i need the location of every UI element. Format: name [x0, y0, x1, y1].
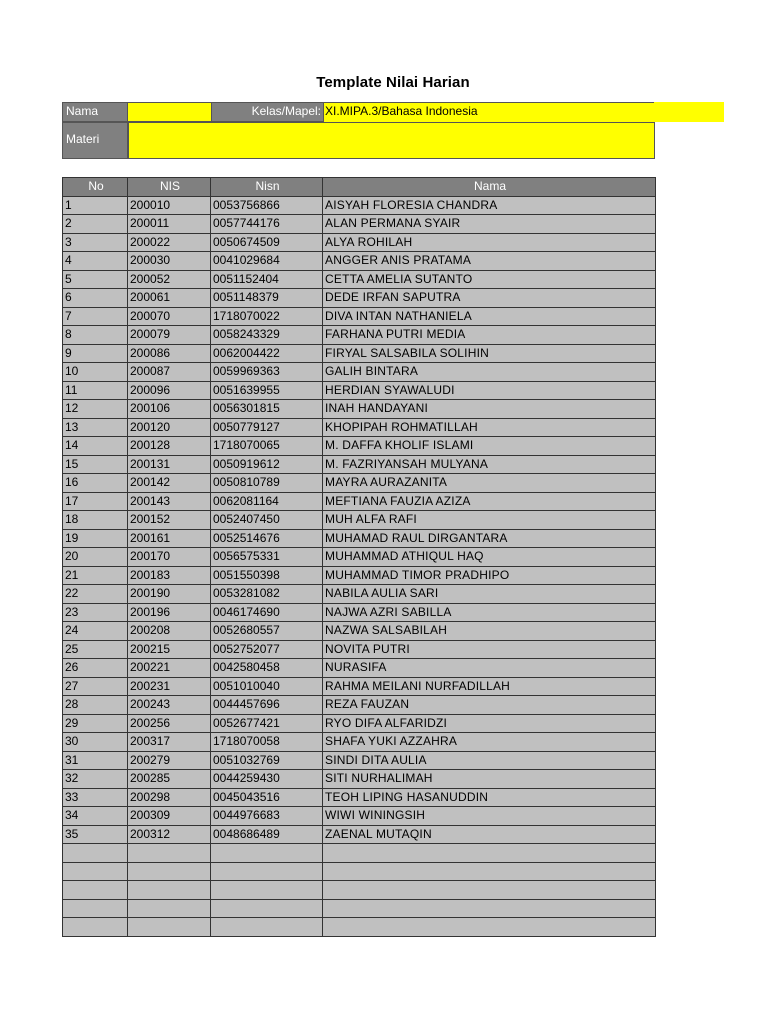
cell-no[interactable]: 31	[63, 751, 128, 770]
table-row	[63, 363, 656, 382]
table-header-row	[63, 178, 656, 197]
cell-nama[interactable]	[323, 844, 656, 863]
cell-no[interactable]: 30	[63, 733, 128, 752]
cell-nisn[interactable]: 0052514676	[211, 529, 323, 548]
nama-label: Nama	[62, 102, 128, 122]
cell-nisn[interactable]: 0051639955	[211, 381, 323, 400]
table-row	[63, 844, 656, 863]
cell-nis[interactable]	[128, 881, 211, 900]
cell-nama[interactable]: KHOPIPAH ROHMATILLAH	[323, 418, 656, 437]
cell-nis[interactable]: 200022	[128, 233, 211, 252]
table-row	[63, 881, 656, 900]
cell-nisn[interactable]	[211, 844, 323, 863]
cell-nis[interactable]: 200106	[128, 400, 211, 419]
table-row	[63, 677, 656, 696]
cell-nisn[interactable]: 0062081164	[211, 492, 323, 511]
cell-no[interactable]	[63, 844, 128, 863]
cell-nama[interactable]: NAZWA SALSABILAH	[323, 622, 656, 641]
cell-nisn[interactable]: 0052752077	[211, 640, 323, 659]
cell-nis[interactable]: 200120	[128, 418, 211, 437]
cell-nis[interactable]	[128, 844, 211, 863]
cell-nisn[interactable]: 0048686489	[211, 825, 323, 844]
materi-label: Materi	[62, 122, 128, 159]
cell-no[interactable]	[63, 918, 128, 937]
cell-nisn[interactable]: 0051148379	[211, 289, 323, 308]
cell-nis[interactable]: 200243	[128, 696, 211, 715]
table-row	[63, 437, 656, 456]
table-row	[63, 511, 656, 530]
table-row	[63, 400, 656, 419]
cell-no[interactable]: 15	[63, 455, 128, 474]
column-header-nama: Nama	[323, 178, 656, 197]
cell-nama[interactable]: CETTA AMELIA SUTANTO	[323, 270, 656, 289]
cell-no[interactable]: 8	[63, 326, 128, 345]
table-row	[63, 233, 656, 252]
cell-no[interactable]: 26	[63, 659, 128, 678]
table-row	[63, 455, 656, 474]
cell-nisn[interactable]: 1718070058	[211, 733, 323, 752]
materi-field[interactable]	[128, 122, 655, 159]
table-row	[63, 474, 656, 493]
cell-nis[interactable]: 200256	[128, 714, 211, 733]
cell-nis[interactable]: 200317	[128, 733, 211, 752]
cell-nisn[interactable]: 0056301815	[211, 400, 323, 419]
yellow-overflow-cell	[654, 102, 724, 121]
cell-nis[interactable]: 200309	[128, 807, 211, 826]
cell-nama[interactable]: TEOH LIPING HASANUDDIN	[323, 788, 656, 807]
cell-no[interactable]: 25	[63, 640, 128, 659]
table-row	[63, 603, 656, 622]
cell-no[interactable]: 32	[63, 770, 128, 789]
cell-nama[interactable]	[323, 862, 656, 881]
cell-nama[interactable]: M. FAZRIYANSAH MULYANA	[323, 455, 656, 474]
cell-nama[interactable]: NOVITA PUTRI	[323, 640, 656, 659]
cell-nis[interactable]: 200221	[128, 659, 211, 678]
cell-nis[interactable]	[128, 862, 211, 881]
cell-nisn[interactable]: 0053281082	[211, 585, 323, 604]
cell-nisn[interactable]: 0050810789	[211, 474, 323, 493]
cell-nama[interactable]: NURASIFA	[323, 659, 656, 678]
table-row	[63, 918, 656, 937]
cell-nisn[interactable]: 0042580458	[211, 659, 323, 678]
cell-nisn[interactable]: 0051550398	[211, 566, 323, 585]
cell-nama[interactable]: SITI NURHALIMAH	[323, 770, 656, 789]
table-row	[63, 807, 656, 826]
cell-nama[interactable]: GALIH BINTARA	[323, 363, 656, 382]
cell-nisn[interactable]: 0045043516	[211, 788, 323, 807]
cell-nis[interactable]: 200061	[128, 289, 211, 308]
cell-nisn[interactable]: 0052677421	[211, 714, 323, 733]
cell-nama[interactable]: MEFTIANA FAUZIA AZIZA	[323, 492, 656, 511]
table-row	[63, 529, 656, 548]
cell-nama[interactable]	[323, 899, 656, 918]
cell-no[interactable]: 23	[63, 603, 128, 622]
cell-nisn[interactable]: 0052680557	[211, 622, 323, 641]
cell-nama[interactable]: ANGGER ANIS PRATAMA	[323, 252, 656, 271]
cell-nama[interactable]: FIRYAL SALSABILA SOLIHIN	[323, 344, 656, 363]
cell-no[interactable]: 4	[63, 252, 128, 271]
cell-nisn[interactable]: 0050919612	[211, 455, 323, 474]
table-row	[63, 196, 656, 215]
table-row	[63, 548, 656, 567]
table-row	[63, 215, 656, 234]
cell-no[interactable]	[63, 862, 128, 881]
cell-nama[interactable]: ALAN PERMANA SYAIR	[323, 215, 656, 234]
cell-no[interactable]: 6	[63, 289, 128, 308]
cell-no[interactable]: 12	[63, 400, 128, 419]
table-row	[63, 714, 656, 733]
cell-nis[interactable]: 200131	[128, 455, 211, 474]
cell-nisn[interactable]: 0046174690	[211, 603, 323, 622]
column-header-nis: NIS	[128, 178, 211, 197]
cell-nisn[interactable]: 0041029684	[211, 252, 323, 271]
cell-nisn[interactable]: 1718070065	[211, 437, 323, 456]
cell-nama[interactable]: ZAENAL MUTAQIN	[323, 825, 656, 844]
cell-nis[interactable]: 200215	[128, 640, 211, 659]
cell-nama[interactable]: RAHMA MEILANI NURFADILLAH	[323, 677, 656, 696]
cell-no[interactable]: 5	[63, 270, 128, 289]
cell-nama[interactable]: DIVA INTAN NATHANIELA	[323, 307, 656, 326]
cell-nama[interactable]: AISYAH FLORESIA CHANDRA	[323, 196, 656, 215]
cell-no[interactable]: 29	[63, 714, 128, 733]
table-row	[63, 326, 656, 345]
cell-nama[interactable]: MUHAMMAD TIMOR PRADHIPO	[323, 566, 656, 585]
cell-no[interactable]: 33	[63, 788, 128, 807]
cell-nama[interactable]: NABILA AULIA SARI	[323, 585, 656, 604]
cell-nisn[interactable]: 0051032769	[211, 751, 323, 770]
cell-no[interactable]: 20	[63, 548, 128, 567]
cell-nisn[interactable]	[211, 899, 323, 918]
cell-nis[interactable]: 200070	[128, 307, 211, 326]
student-table	[62, 177, 656, 937]
table-row	[63, 307, 656, 326]
cell-no[interactable]: 3	[63, 233, 128, 252]
cell-nisn[interactable]: 0059969363	[211, 363, 323, 382]
cell-nama[interactable]: RYO DIFA ALFARIDZI	[323, 714, 656, 733]
cell-nama[interactable]: MUH ALFA RAFI	[323, 511, 656, 530]
cell-nis[interactable]	[128, 899, 211, 918]
cell-nisn[interactable]: 0053756866	[211, 196, 323, 215]
cell-nisn[interactable]: 0051152404	[211, 270, 323, 289]
cell-nis[interactable]: 200087	[128, 363, 211, 382]
cell-nisn[interactable]	[211, 862, 323, 881]
cell-nis[interactable]: 200152	[128, 511, 211, 530]
table-row	[63, 585, 656, 604]
table-row	[63, 622, 656, 641]
cell-nama[interactable]: INAH HANDAYANI	[323, 400, 656, 419]
cell-no[interactable]: 28	[63, 696, 128, 715]
cell-nama[interactable]	[323, 918, 656, 937]
column-header-no: No	[63, 178, 128, 197]
cell-nis[interactable]: 200298	[128, 788, 211, 807]
cell-nis[interactable]: 200143	[128, 492, 211, 511]
cell-nisn[interactable]: 0056575331	[211, 548, 323, 567]
cell-nama[interactable]: MUHAMAD RAUL DIRGANTARA	[323, 529, 656, 548]
cell-nisn[interactable]: 0058243329	[211, 326, 323, 345]
table-row	[63, 640, 656, 659]
cell-nis[interactable]: 200142	[128, 474, 211, 493]
cell-nis[interactable]: 200285	[128, 770, 211, 789]
cell-no[interactable]: 18	[63, 511, 128, 530]
table-row	[63, 825, 656, 844]
cell-nama[interactable]: NAJWA AZRI SABILLA	[323, 603, 656, 622]
table-row	[63, 418, 656, 437]
cell-no[interactable]	[63, 881, 128, 900]
cell-nama[interactable]: HERDIAN SYAWALUDI	[323, 381, 656, 400]
table-row	[63, 270, 656, 289]
cell-no[interactable]: 2	[63, 215, 128, 234]
cell-nis[interactable]: 200170	[128, 548, 211, 567]
cell-no[interactable]: 24	[63, 622, 128, 641]
cell-nis[interactable]	[128, 918, 211, 937]
cell-no[interactable]: 7	[63, 307, 128, 326]
cell-nisn[interactable]	[211, 881, 323, 900]
cell-nama[interactable]: REZA FAUZAN	[323, 696, 656, 715]
cell-no[interactable]: 14	[63, 437, 128, 456]
cell-no[interactable]: 1	[63, 196, 128, 215]
column-header-nisn: Nisn	[211, 178, 323, 197]
cell-nis[interactable]: 200010	[128, 196, 211, 215]
cell-nis[interactable]: 200030	[128, 252, 211, 271]
cell-nama[interactable]: SINDI DITA AULIA	[323, 751, 656, 770]
kelas-mapel-field[interactable]: XI.MIPA.3/Bahasa Indonesia	[324, 102, 724, 122]
cell-nama[interactable]: WIWI WININGSIH	[323, 807, 656, 826]
cell-nis[interactable]: 200190	[128, 585, 211, 604]
table-row	[63, 252, 656, 271]
cell-nama[interactable]: MUHAMMAD ATHIQUL HAQ	[323, 548, 656, 567]
nama-field[interactable]	[128, 102, 211, 122]
kelas-mapel-label: Kelas/Mapel:	[211, 102, 324, 122]
cell-nis[interactable]: 200231	[128, 677, 211, 696]
cell-nisn[interactable]: 1718070022	[211, 307, 323, 326]
cell-nisn[interactable]: 0057744176	[211, 215, 323, 234]
cell-nis[interactable]: 200312	[128, 825, 211, 844]
table-row	[63, 381, 656, 400]
cell-nisn[interactable]: 0052407450	[211, 511, 323, 530]
cell-nama[interactable]: M. DAFFA KHOLIF ISLAMI	[323, 437, 656, 456]
cell-nis[interactable]: 200079	[128, 326, 211, 345]
cell-nis[interactable]: 200279	[128, 751, 211, 770]
table-row	[63, 344, 656, 363]
cell-nisn[interactable]: 0051010040	[211, 677, 323, 696]
cell-nis[interactable]: 200096	[128, 381, 211, 400]
cell-nisn[interactable]: 0050674509	[211, 233, 323, 252]
cell-nis[interactable]: 200052	[128, 270, 211, 289]
page-title: Template Nilai Harian	[316, 74, 470, 91]
cell-nisn[interactable]	[211, 918, 323, 937]
cell-no[interactable]: 16	[63, 474, 128, 493]
cell-no[interactable]: 11	[63, 381, 128, 400]
cell-nama[interactable]: MAYRA AURAZANITA	[323, 474, 656, 493]
table-row	[63, 751, 656, 770]
cell-nis[interactable]: 200128	[128, 437, 211, 456]
cell-nisn[interactable]: 0050779127	[211, 418, 323, 437]
cell-nama[interactable]	[323, 881, 656, 900]
cell-nama[interactable]: FARHANA PUTRI MEDIA	[323, 326, 656, 345]
cell-nis[interactable]: 200208	[128, 622, 211, 641]
cell-no[interactable]: 35	[63, 825, 128, 844]
table-row	[63, 492, 656, 511]
cell-no[interactable]	[63, 899, 128, 918]
cell-no[interactable]: 22	[63, 585, 128, 604]
table-row	[63, 770, 656, 789]
cell-nama[interactable]: DEDE IRFAN SAPUTRA	[323, 289, 656, 308]
cell-nis[interactable]: 200196	[128, 603, 211, 622]
table-row	[63, 862, 656, 881]
cell-no[interactable]: 27	[63, 677, 128, 696]
cell-nisn[interactable]: 0044457696	[211, 696, 323, 715]
cell-no[interactable]: 9	[63, 344, 128, 363]
cell-nisn[interactable]: 0062004422	[211, 344, 323, 363]
cell-no[interactable]: 21	[63, 566, 128, 585]
cell-nama[interactable]: ALYA ROHILAH	[323, 233, 656, 252]
cell-nama[interactable]: SHAFA YUKI AZZAHRA	[323, 733, 656, 752]
table-row	[63, 899, 656, 918]
table-row	[63, 566, 656, 585]
cell-no[interactable]: 13	[63, 418, 128, 437]
cell-nis[interactable]: 200086	[128, 344, 211, 363]
cell-nis[interactable]: 200161	[128, 529, 211, 548]
table-row	[63, 788, 656, 807]
cell-nisn[interactable]: 0044976683	[211, 807, 323, 826]
table-row	[63, 289, 656, 308]
cell-no[interactable]: 19	[63, 529, 128, 548]
table-row	[63, 696, 656, 715]
table-row	[63, 733, 656, 752]
cell-nis[interactable]: 200011	[128, 215, 211, 234]
cell-nisn[interactable]: 0044259430	[211, 770, 323, 789]
cell-nis[interactable]: 200183	[128, 566, 211, 585]
cell-no[interactable]: 34	[63, 807, 128, 826]
table-row	[63, 659, 656, 678]
cell-no[interactable]: 10	[63, 363, 128, 382]
cell-no[interactable]: 17	[63, 492, 128, 511]
